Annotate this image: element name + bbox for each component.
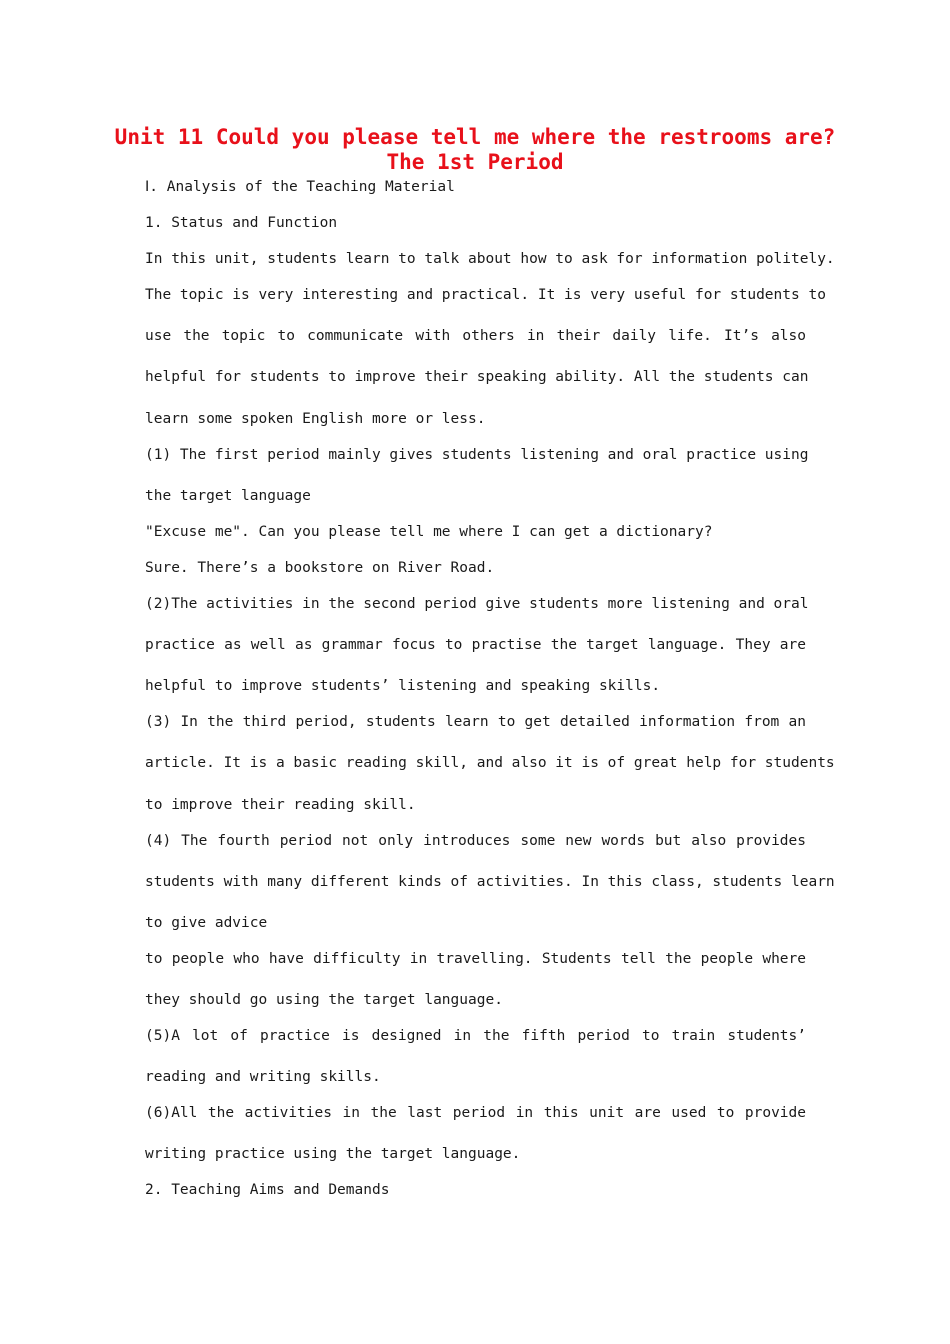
paragraph-line: they should go using the target language. xyxy=(145,992,503,1008)
document-title: Unit 11 Could you please tell me where the restrooms are? xyxy=(114,125,836,149)
paragraph-line: to give advice xyxy=(145,915,268,931)
paragraph-line: (1) The first period mainly gives students listening and oral practice using xyxy=(145,447,809,463)
paragraph-line: helpful for students to improve their speaking ability. All the students can xyxy=(145,369,809,385)
paragraph-line: helpful to improve students’ listening and speaking skills. xyxy=(145,678,661,694)
paragraph-line: reading and writing skills. xyxy=(145,1069,381,1085)
paragraph-line: (5)A lot of practice is designed in the fifth period to train students’ xyxy=(145,1028,806,1044)
document-subtitle: The 1st Period xyxy=(386,150,564,174)
paragraph-line: writing practice using the target language. xyxy=(145,1146,521,1162)
paragraph-line: the target language xyxy=(145,488,311,504)
section-heading: Ⅰ. Analysis of the Teaching Material xyxy=(145,179,455,195)
paragraph-line: to people who have difficulty in travelling. Students tell the people where xyxy=(145,951,806,967)
paragraph-line: In this unit, students learn to talk about how to ask for information politely. xyxy=(145,251,835,267)
example-sentence: "Excuse me". Can you please tell me where I can get a dictionary? xyxy=(145,524,713,540)
paragraph-line: (3) In the third period, students learn to get detailed information from an xyxy=(145,714,806,730)
paragraph-line: use the topic to communicate with others in their daily life. It’s also xyxy=(145,328,806,344)
paragraph-line: (6)All the activities in the last period in this unit are used to provide xyxy=(145,1105,806,1121)
paragraph-line: article. It is a basic reading skill, and also it is of great help for students xyxy=(145,755,835,771)
subsection-heading: 2. Teaching Aims and Demands xyxy=(145,1182,390,1198)
paragraph-line: (4) The fourth period not only introduces some new words but also provides xyxy=(145,833,806,849)
example-sentence: Sure. There’s a bookstore on River Road. xyxy=(145,560,495,576)
paragraph-line: The topic is very interesting and practical. It is very useful for students to xyxy=(145,287,826,303)
subsection-heading: 1. Status and Function xyxy=(145,215,338,231)
paragraph-line: practice as well as grammar focus to practise the target language. They are xyxy=(145,637,806,653)
paragraph-line: to improve their reading skill. xyxy=(145,797,416,813)
paragraph-line: students with many different kinds of activities. In this class, students learn xyxy=(145,874,835,890)
paragraph-line: (2)The activities in the second period give students more listening and oral xyxy=(145,596,809,612)
paragraph-line: learn some spoken English more or less. xyxy=(145,411,486,427)
